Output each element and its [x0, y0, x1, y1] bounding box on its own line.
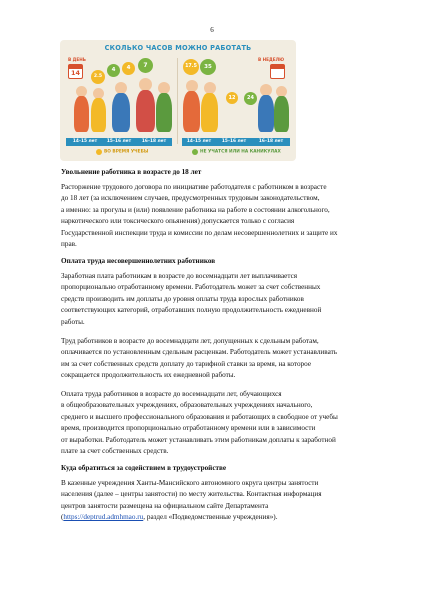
legend-holiday: НЕ УЧАТСЯ ИЛИ НА КАНИКУЛАХ	[192, 149, 281, 159]
infographic-title: СКОЛЬКО ЧАСОВ МОЖНО РАБОТАТЬ	[104, 44, 252, 52]
week-hours-value: 35	[200, 59, 216, 75]
age-label: 16–18 лет	[258, 139, 284, 144]
section-heading: Увольнение работника в возрасте до 18 лет	[61, 168, 202, 176]
per-week-label: В НЕДЕЛЮ	[258, 57, 284, 62]
week-hours-value: 17.5	[183, 59, 199, 75]
infographic-divider	[177, 58, 178, 144]
calendar-week-icon	[270, 64, 285, 79]
day-hours-value: 2.5	[91, 70, 105, 84]
working-hours-infographic	[60, 40, 296, 161]
contact-paragraph: В казенные учреждения Ханты-Мансийского автономного округа центры занятости населения (далее – центры занятости) по месту жительства. Контактная информация центров занятости размещена на официальном сайте Департамента (https://deptrud.admhmao.ru, раздел «Подведомственные учреждения»).	[61, 479, 322, 522]
age-label: 16–18 лет	[141, 139, 167, 144]
department-website-link[interactable]: https://deptrud.admhmao.ru	[63, 513, 144, 522]
yellow-dot-icon	[96, 149, 102, 155]
week-hours-value: 24	[244, 92, 257, 105]
week-hours-value: 12	[226, 92, 238, 104]
day-hours-value: 4	[107, 64, 120, 77]
calendar-day-number: 14	[70, 69, 81, 77]
pay-paragraph-3: Оплата труда работников в возрасте до восемнадцати лет, обучающихся в общеобразовательных учреждениях, образовательных учреждениях начального, среднего и высшего профессионального образования и работающих в свободное от учебы время, производится пропорционально отработанному времени или в зависимости от выработки. Работодатель может устанавливать этим работникам доплаты к заработной плате за счет собственных средств.	[61, 390, 338, 456]
pay-paragraph-2: Труд работников в возрасте до восемнадцати лет, допущенных к сдельным работам, оплачивается по установленным сдельным расценкам. Работодатель может устанавливать им за счет собственных средств доплату до тарифной ставки за время, на которое сокращается продолжительность их ежедневной работы.	[61, 337, 337, 380]
day-hours-value: 7	[138, 58, 153, 73]
legend-school: ВО ВРЕМЯ УЧЕБЫ	[96, 149, 148, 159]
per-day-label: В ДЕНЬ	[68, 57, 86, 62]
age-label: 14–15 лет	[72, 139, 98, 144]
day-hours-value: 4	[122, 62, 135, 75]
pay-paragraph-1: Заработная плата работникам в возрасте до восемнадцати лет выплачивается пропорционально отработанному времени. Работодатель может за счет собственных средств производить им доплаты до уровня оплаты труда взрослых работников соответствующих категорий, отработавших полную продолжительность ежедневной работы.	[61, 272, 322, 326]
age-label: 15–16 лет	[221, 139, 247, 144]
age-label: 14–15 лет	[186, 139, 212, 144]
dismissal-paragraph: Расторжение трудового договора по инициативе работодателя с работником в возрасте до 18 лет (за исключением случаев, предусмотренных трудовым законодательством, а именно: за прогулы и (или) появление работника на работе в состоянии алкогольного, наркотического или токсического опьянения) допускается только с согласия Государственной инспекции труда и комиссии по делам несовершеннолетних и защите их прав.	[61, 183, 338, 249]
section-heading: Оплата труда несовершеннолетних работников	[61, 257, 216, 265]
page-number: 6	[210, 26, 214, 34]
green-dot-icon	[192, 149, 198, 155]
section-heading: Куда обратиться за содействием в трудоустройстве	[61, 464, 227, 472]
calendar-day-icon	[68, 64, 83, 79]
age-label: 15–16 лет	[106, 139, 132, 144]
